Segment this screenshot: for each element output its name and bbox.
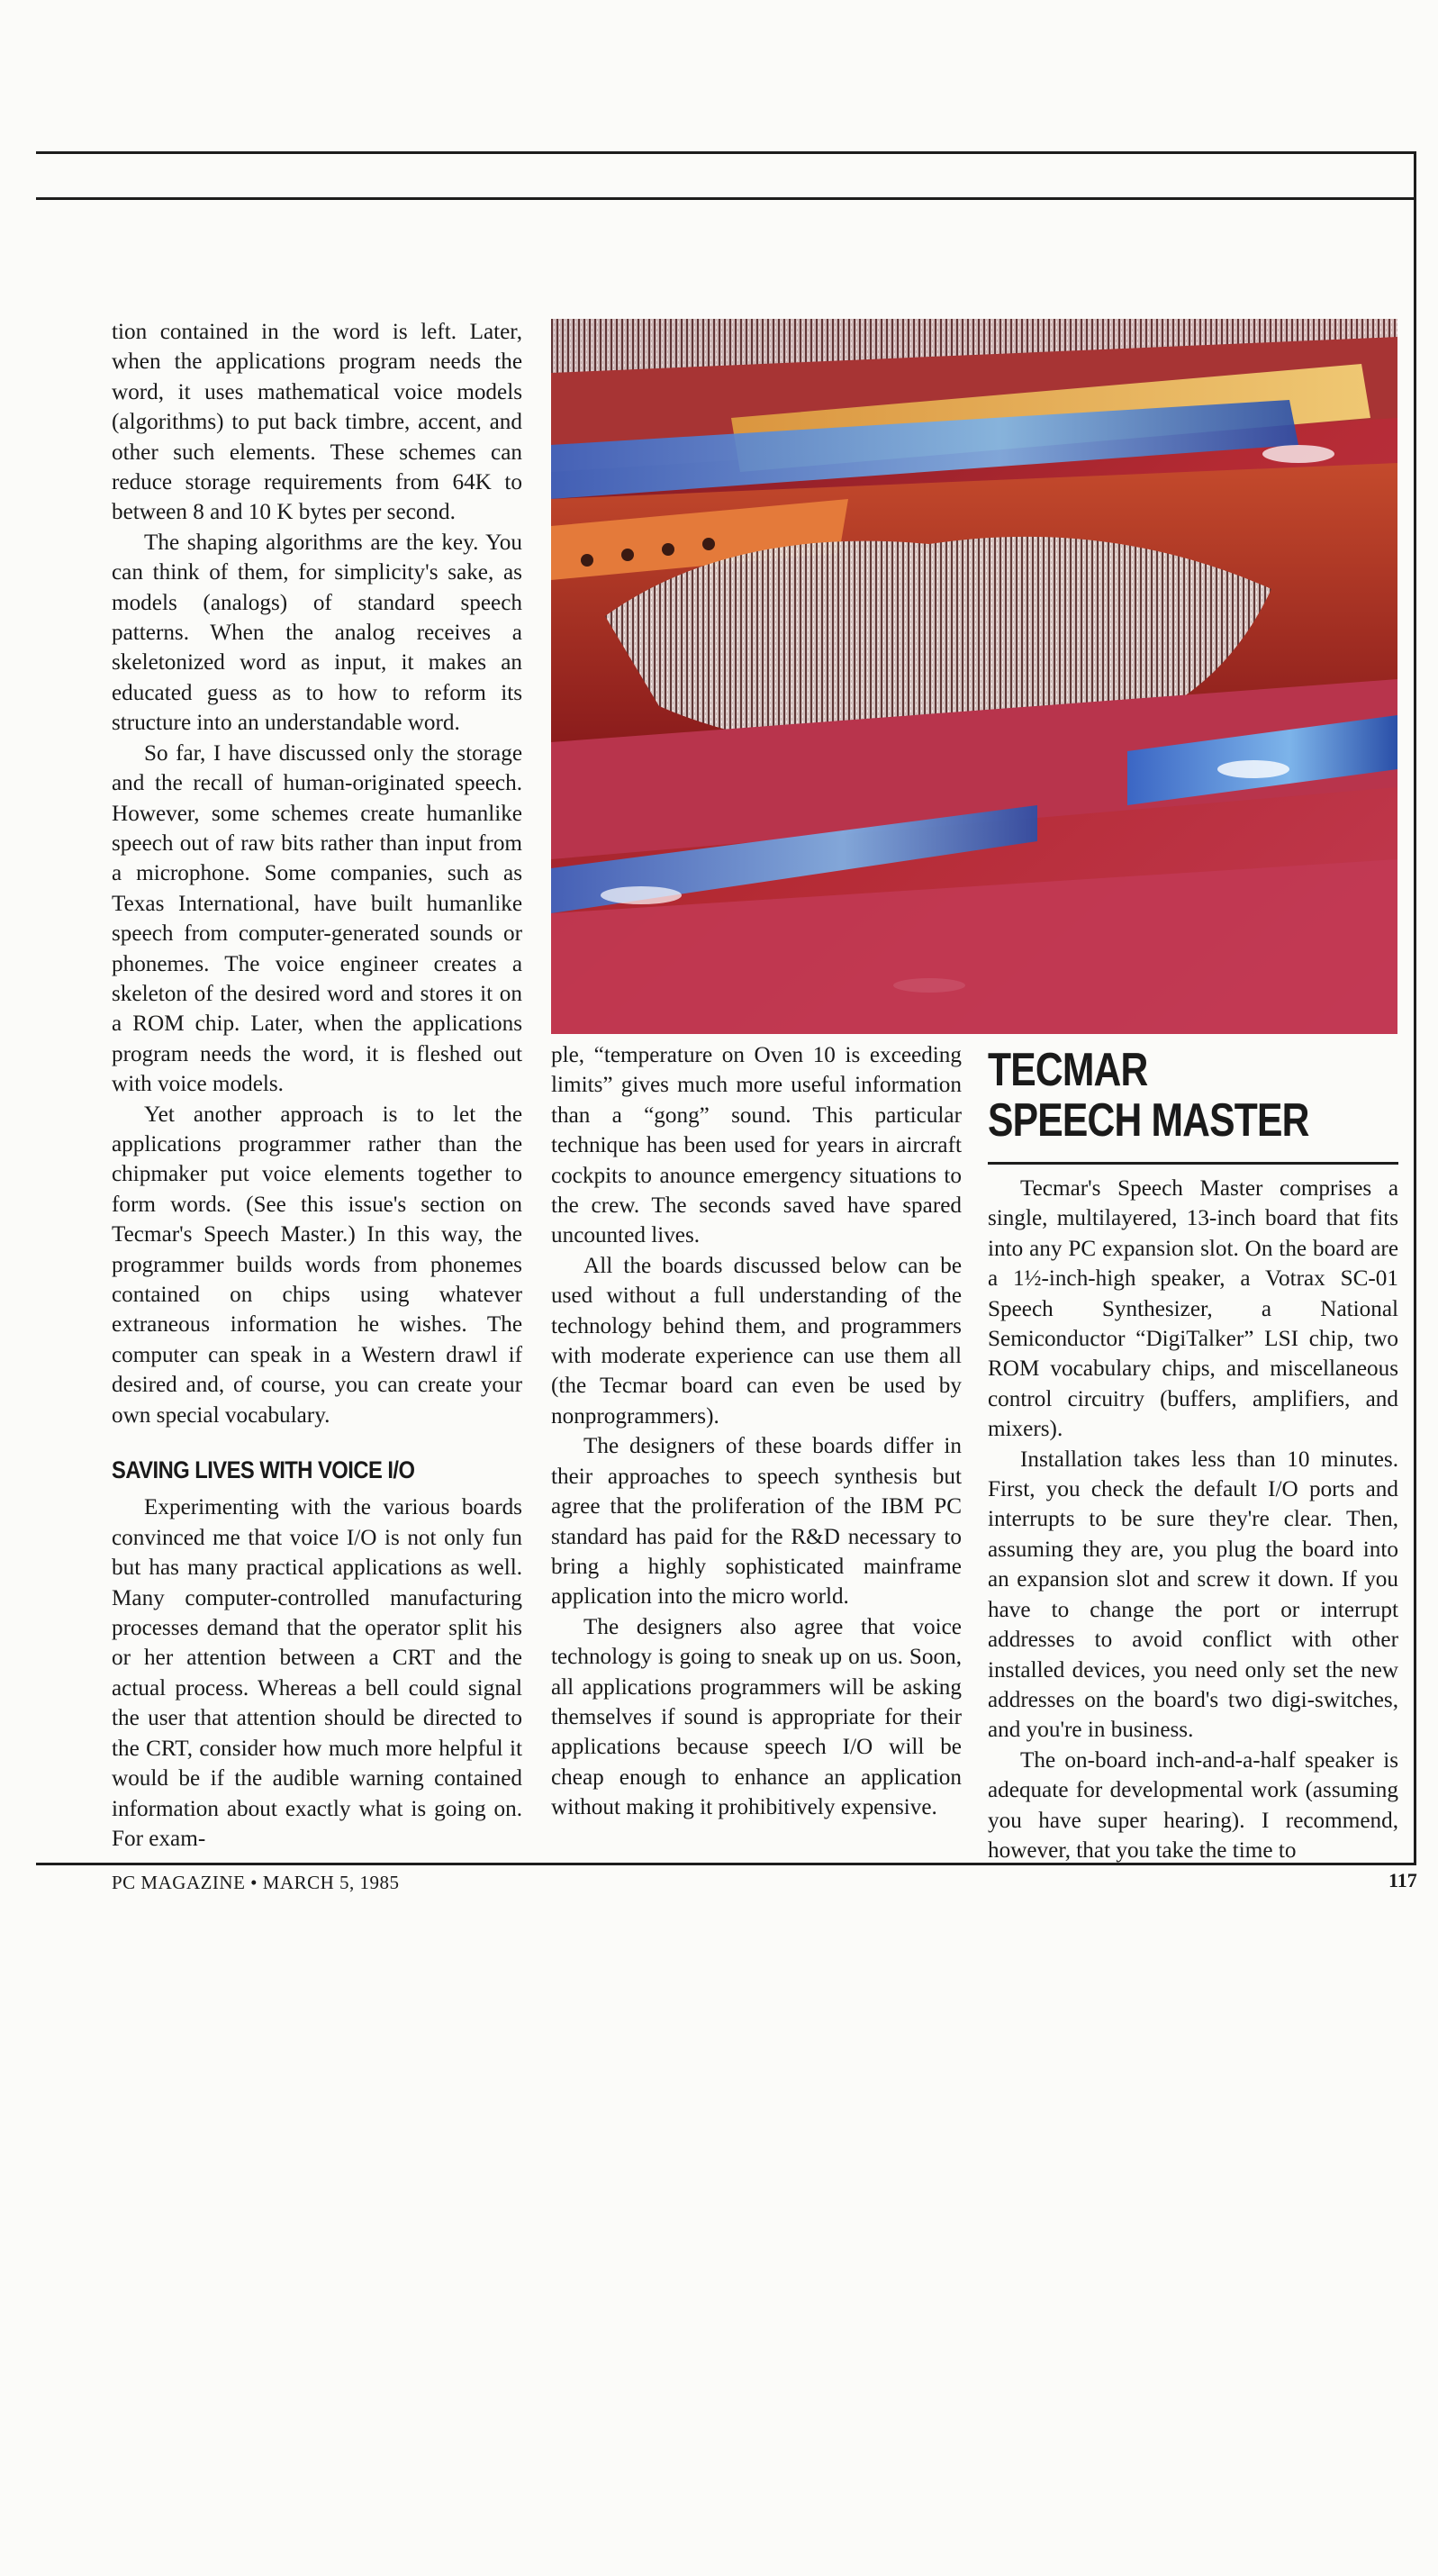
paragraph: Experimenting with the various boards convinced me that voice I/O is not only fun but has many practical applications as well. Many computer-controlled manufacturing processes demand that the operator split his or her attention between a CRT and the actual process. Whereas a bell could signal the user that attention should be directed to the CRT, consider how much more helpful it would be if the audible warning contained information about exactly what is going on. For exam- (112, 1495, 522, 1851)
paragraph: Yet another approach is to let the applications programmer rather than the chipmaker put voice elements together to form words. (See this issue's section on Tecmar's Speech Master.) In this way, the programmer builds words from phonemes contained on chips using whatever extraneous information he wishes. The computer can speak in a Western drawl if desired and, of course, you can create your own special vocabulary. (112, 1102, 522, 1428)
paragraph: Tecmar's Speech Master comprises a single, multilayered, 13-inch board that fits into any PC expansion slot. On the board are a 1½-inch-high speaker, a Votrax SC-01 Speech Synthesizer, a National Semiconductor “DigiTalker” LSI chip, two ROM vocabulary chips, and miscellaneous control circuitry (buffers, amplifiers, and mixers). (988, 1176, 1398, 1442)
section-subhead: SAVING LIVES WITH VOICE I/O (112, 1456, 415, 1484)
header-rule-top (36, 151, 1416, 154)
mouth-artwork-image (551, 319, 1397, 1034)
article-column-1 (112, 317, 522, 1851)
paragraph: The designers of these boards differ in their approaches to speech synthesis but agree that the proliferation of the IBM PC standard has paid for the R&D necessary to bring a highly sophisticated mainframe application into the micro world. (551, 1434, 962, 1610)
paragraph: The designers also agree that voice technology is going to sneak up on us. Soon, all applications programmers will be asking themselves if sound is appropriate for their applications because speech I/O will be cheap enough to enhance an application without making it prohibitively expensive. (551, 1614, 962, 1820)
paragraph: All the boards discussed below can be used without a full understanding of the technology behind them, and programmers with moderate experience can use them all (the Tecmar board can even be used by nonprogrammers). (551, 1253, 962, 1429)
sidebar-title-line: TECMAR (988, 1044, 1148, 1096)
paragraph: The on-board inch-and-a-half speaker is adequate for developmental work (assuming you have super hearing). I recommend, however, that you take the time to (988, 1747, 1398, 1863)
paragraph: So far, I have discussed only the storage and the recall of human-originated speech. However, some schemes create humanlike speech out of raw bits rather than input from a microphone. Some companies, such as Texas International, have built humanlike speech from computer-generated sounds or phonemes. The voice engineer creates a skeleton of the desired word and stores it on a ROM chip. Later, when the applications program needs the word, it is fleshed out with voice models. (112, 740, 522, 1097)
header-rule-bottom (36, 197, 1416, 200)
page-number: 117 (1388, 1869, 1417, 1891)
paragraph: Installation takes less than 10 minutes. First, you check the default I/O ports and interrupts to be sure they're clear. Then, assuming they are, you plug the board into an expansion slot and screw it down. If you have to change the port or interrupt addresses to avoid conflict with other installed devices, you need only set the new addresses on the board's two digi-switches, and you're in business. (988, 1447, 1398, 1743)
article-column-2 (551, 1040, 962, 2571)
sidebar-title-line: SPEECH MASTER (988, 1094, 1309, 1147)
sidebar-title (988, 1045, 1325, 1155)
paragraph: tion contained in the word is left. Later, when the applications program needs the word, it uses mathematical voice models (algorithms) to put back timbre, accent, and other such elements. These schemes can reduce storage requirements from 64K to between 8 and 10 K bytes per second. (112, 320, 522, 525)
sidebar-rule (988, 1162, 1398, 1165)
paragraph: ple, “temperature on Oven 10 is exceeding limits” gives much more useful information than a “gong” sound. This particular technique has been used for years in aircraft cockpits to anounce emergency situations to the crew. The seconds saved have spared uncounted lives. (551, 1043, 962, 1248)
header-rule-right (1414, 151, 1416, 1865)
footer-rule (36, 1863, 1416, 1865)
footer-issue: PC MAGAZINE • MARCH 5, 1985 (112, 1872, 400, 1893)
paragraph: The shaping algorithms are the key. You can think of them, for simplicity's sake, as models (analogs) of standard speech patterns. When the analog receives a skeletonized word as input, it makes an educated guess as to how to reform its structure into an understandable word. (112, 530, 522, 736)
sidebar-tecmar (988, 1045, 1398, 2576)
speech-illustration (551, 319, 1397, 1034)
